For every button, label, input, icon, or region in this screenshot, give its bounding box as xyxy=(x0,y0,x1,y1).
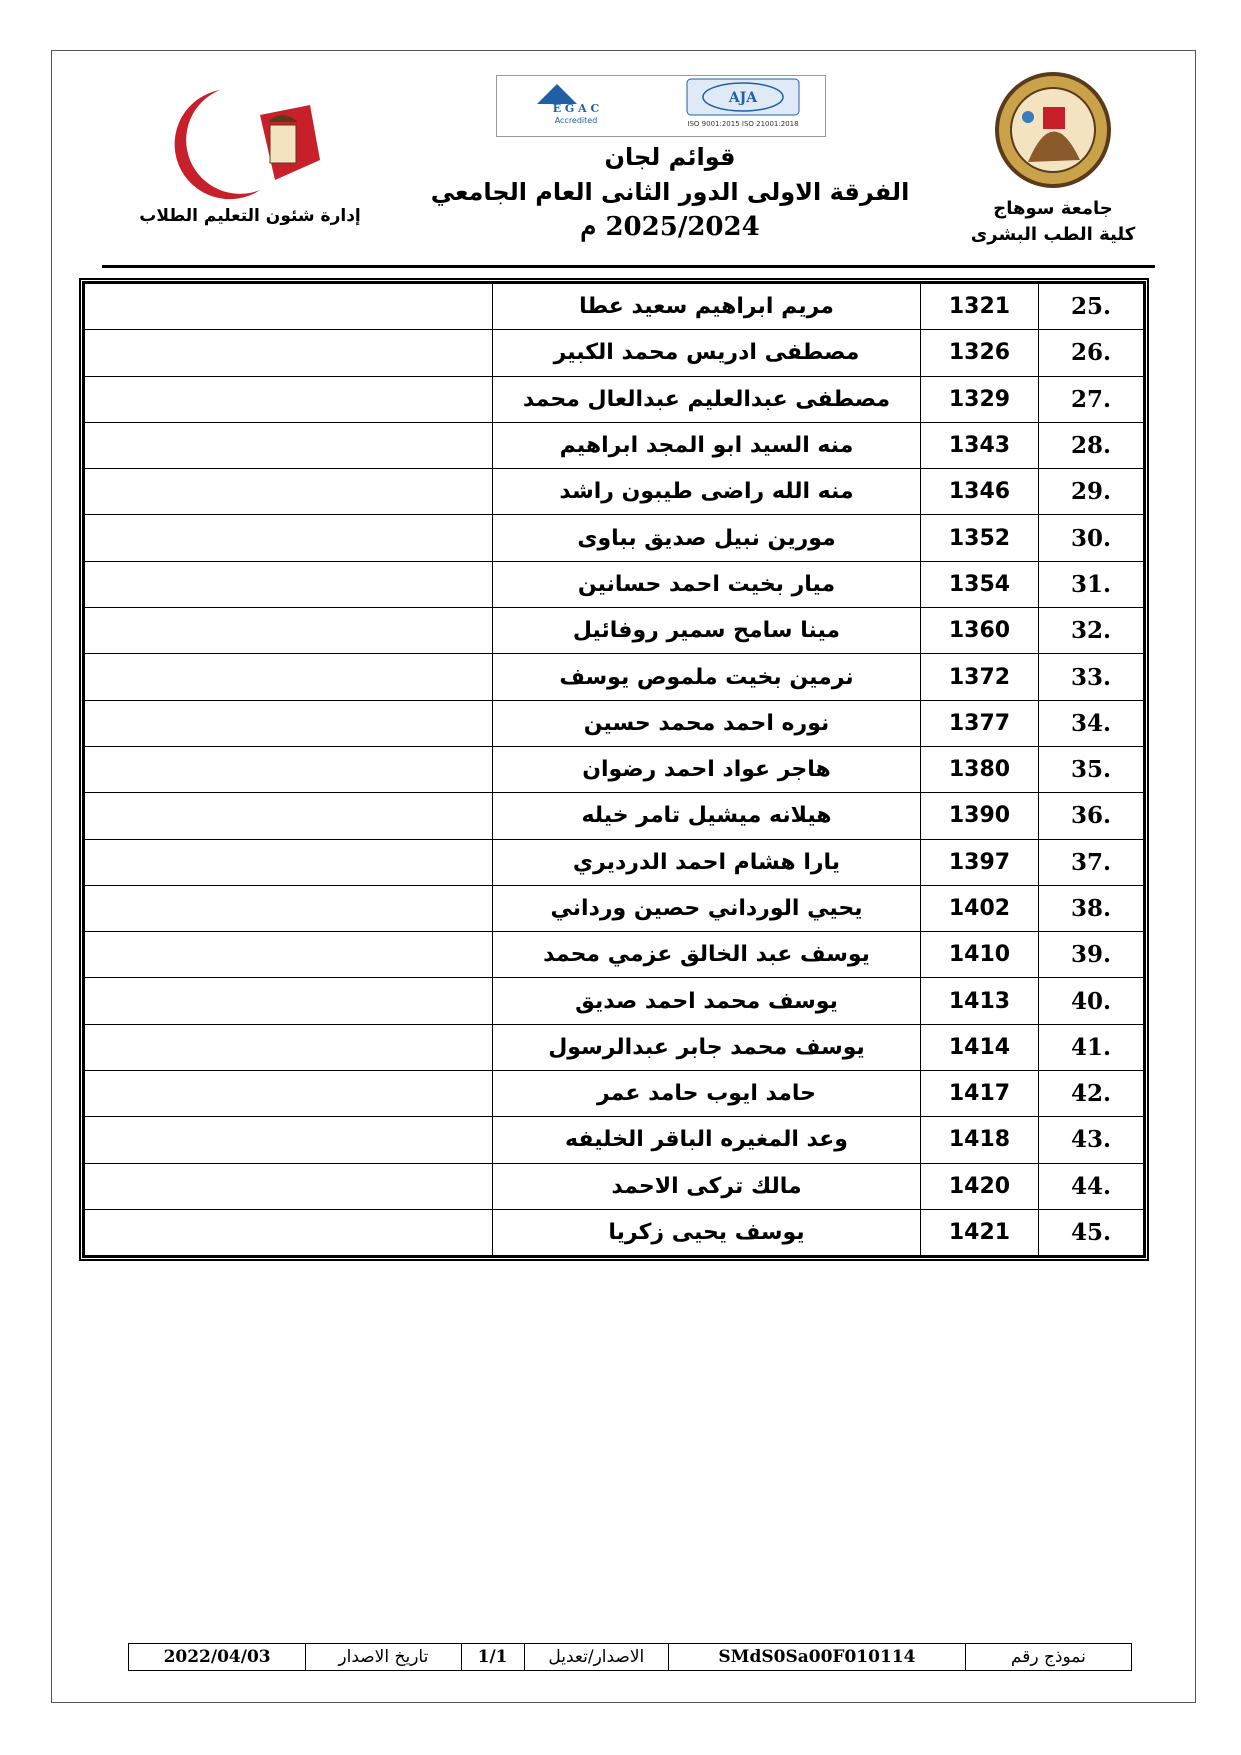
form-number-label: نموذج رقم xyxy=(965,1644,1131,1671)
seat-number: 1413 xyxy=(921,978,1039,1024)
seat-number: 1326 xyxy=(921,330,1039,376)
row-index: 25. xyxy=(1039,284,1144,330)
student-name: يارا هشام احمد الدرديري xyxy=(493,839,921,885)
signature-cell xyxy=(85,422,493,468)
row-index: 34. xyxy=(1039,700,1144,746)
svg-text:AJA: AJA xyxy=(728,90,758,106)
seat-number: 1421 xyxy=(921,1209,1039,1255)
seat-number: 1418 xyxy=(921,1117,1039,1163)
student-name: منه السيد ابو المجد ابراهيم xyxy=(493,422,921,468)
seat-number: 1343 xyxy=(921,422,1039,468)
row-index: 43. xyxy=(1039,1117,1144,1163)
signature-cell xyxy=(85,1024,493,1070)
table-row xyxy=(85,793,1144,839)
row-index: 29. xyxy=(1039,469,1144,515)
faculty-logo xyxy=(150,80,350,200)
table-row xyxy=(85,1071,1144,1117)
certification-badges xyxy=(496,75,826,137)
university-seal-logo xyxy=(988,72,1118,192)
student-name: مالك تركى الاحمد xyxy=(493,1163,921,1209)
signature-cell xyxy=(85,793,493,839)
table-row xyxy=(85,978,1144,1024)
seat-number: 1346 xyxy=(921,469,1039,515)
student-name: هيلانه ميشيل تامر خيله xyxy=(493,793,921,839)
title-year-round: الفرقة الاولى الدور الثانى العام الجامعي xyxy=(430,178,910,206)
signature-cell xyxy=(85,561,493,607)
table-row xyxy=(85,654,1144,700)
student-name: مريم ابراهيم سعيد عطا xyxy=(493,284,921,330)
svg-text:Accredited: Accredited xyxy=(554,116,598,125)
student-name: نرمين بخيت ملموص يوسف xyxy=(493,654,921,700)
table-row xyxy=(85,1024,1144,1070)
student-name: وعد المغيره الباقر الخليفه xyxy=(493,1117,921,1163)
table-row xyxy=(85,839,1144,885)
student-name: حامد ايوب حامد عمر xyxy=(493,1071,921,1117)
title-academic-year: 2025/2024 م xyxy=(580,212,760,242)
table-row xyxy=(85,885,1144,931)
student-name: يوسف عبد الخالق عزمي محمد xyxy=(493,932,921,978)
signature-cell xyxy=(85,1071,493,1117)
form-number-value: SMdS0Sa00F010114 xyxy=(669,1644,966,1671)
student-name: منه الله راضى طيبون راشد xyxy=(493,469,921,515)
version-label: الاصدار/تعديل xyxy=(524,1644,669,1671)
student-name: مورين نبيل صديق بباوى xyxy=(493,515,921,561)
student-table xyxy=(84,283,1144,1256)
faculty-header xyxy=(135,80,365,226)
table-row xyxy=(85,1117,1144,1163)
table-row xyxy=(85,469,1144,515)
row-index: 45. xyxy=(1039,1209,1144,1255)
student-name: يحيي الورداني حصين ورداني xyxy=(493,885,921,931)
signature-cell xyxy=(85,376,493,422)
seat-number: 1420 xyxy=(921,1163,1039,1209)
signature-cell xyxy=(85,1163,493,1209)
signature-cell xyxy=(85,978,493,1024)
row-index: 30. xyxy=(1039,515,1144,561)
row-index: 40. xyxy=(1039,978,1144,1024)
seat-number: 1410 xyxy=(921,932,1039,978)
signature-cell xyxy=(85,515,493,561)
student-name: يوسف يحيى زكريا xyxy=(493,1209,921,1255)
row-index: 26. xyxy=(1039,330,1144,376)
row-index: 27. xyxy=(1039,376,1144,422)
seat-number: 1414 xyxy=(921,1024,1039,1070)
seat-number: 1352 xyxy=(921,515,1039,561)
table-row xyxy=(85,608,1144,654)
seat-number: 1329 xyxy=(921,376,1039,422)
row-index: 39. xyxy=(1039,932,1144,978)
student-name: مينا سامح سمير روفائيل xyxy=(493,608,921,654)
document-title xyxy=(400,140,940,244)
university-name: جامعة سوهاج xyxy=(993,198,1113,219)
issue-date-value: 2022/04/03 xyxy=(129,1644,306,1671)
row-index: 41. xyxy=(1039,1024,1144,1070)
signature-cell xyxy=(85,885,493,931)
table-row xyxy=(85,932,1144,978)
table-row xyxy=(85,1163,1144,1209)
signature-cell xyxy=(85,932,493,978)
signature-cell xyxy=(85,839,493,885)
seat-number: 1402 xyxy=(921,885,1039,931)
signature-cell xyxy=(85,469,493,515)
header-divider xyxy=(102,265,1155,268)
row-index: 42. xyxy=(1039,1071,1144,1117)
issue-date-label: تاريخ الاصدار xyxy=(306,1644,461,1671)
signature-cell xyxy=(85,700,493,746)
seat-number: 1372 xyxy=(921,654,1039,700)
table-row xyxy=(85,515,1144,561)
seat-number: 1380 xyxy=(921,746,1039,792)
table-row xyxy=(85,700,1144,746)
department-name: إدارة شئون التعليم الطلاب xyxy=(139,206,361,226)
version-value: 1/1 xyxy=(461,1644,524,1671)
title-committee-lists: قوائم لجان xyxy=(604,143,736,171)
row-index: 37. xyxy=(1039,839,1144,885)
certification-logos xyxy=(497,76,825,136)
row-index: 32. xyxy=(1039,608,1144,654)
row-index: 31. xyxy=(1039,561,1144,607)
signature-cell xyxy=(85,1209,493,1255)
student-name: يوسف محمد جابر عبدالرسول xyxy=(493,1024,921,1070)
seat-number: 1397 xyxy=(921,839,1039,885)
student-list-table xyxy=(79,278,1149,1261)
signature-cell xyxy=(85,654,493,700)
row-index: 44. xyxy=(1039,1163,1144,1209)
table-row xyxy=(85,422,1144,468)
table-row xyxy=(85,1209,1144,1255)
row-index: 36. xyxy=(1039,793,1144,839)
table-row xyxy=(85,376,1144,422)
svg-text:E G A C: E G A C xyxy=(552,102,600,115)
table-row xyxy=(85,330,1144,376)
svg-text:ISO 9001:2015 ISO 21001:2018: ISO 9001:2015 ISO 21001:2018 xyxy=(687,120,799,128)
signature-cell xyxy=(85,330,493,376)
student-name: يوسف محمد احمد صديق xyxy=(493,978,921,1024)
seat-number: 1360 xyxy=(921,608,1039,654)
signature-cell xyxy=(85,284,493,330)
row-index: 28. xyxy=(1039,422,1144,468)
form-footer xyxy=(128,1643,1132,1671)
seat-number: 1417 xyxy=(921,1071,1039,1117)
row-index: 35. xyxy=(1039,746,1144,792)
student-name: هاجر عواد احمد رضوان xyxy=(493,746,921,792)
seat-number: 1354 xyxy=(921,561,1039,607)
signature-cell xyxy=(85,1117,493,1163)
table-row xyxy=(85,561,1144,607)
seat-number: 1377 xyxy=(921,700,1039,746)
table-row xyxy=(85,746,1144,792)
student-name: نوره احمد محمد حسين xyxy=(493,700,921,746)
signature-cell xyxy=(85,746,493,792)
row-index: 33. xyxy=(1039,654,1144,700)
form-info-table xyxy=(128,1643,1132,1671)
faculty-name: كلية الطب البشرى xyxy=(970,224,1136,245)
student-name: مصطفى ادريس محمد الكبير xyxy=(493,330,921,376)
university-header xyxy=(968,72,1138,248)
student-name: ميار بخيت احمد حسانين xyxy=(493,561,921,607)
seat-number: 1321 xyxy=(921,284,1039,330)
student-name: مصطفى عبدالعليم عبدالعال محمد xyxy=(493,376,921,422)
seat-number: 1390 xyxy=(921,793,1039,839)
row-index: 38. xyxy=(1039,885,1144,931)
table-row xyxy=(85,284,1144,330)
signature-cell xyxy=(85,608,493,654)
